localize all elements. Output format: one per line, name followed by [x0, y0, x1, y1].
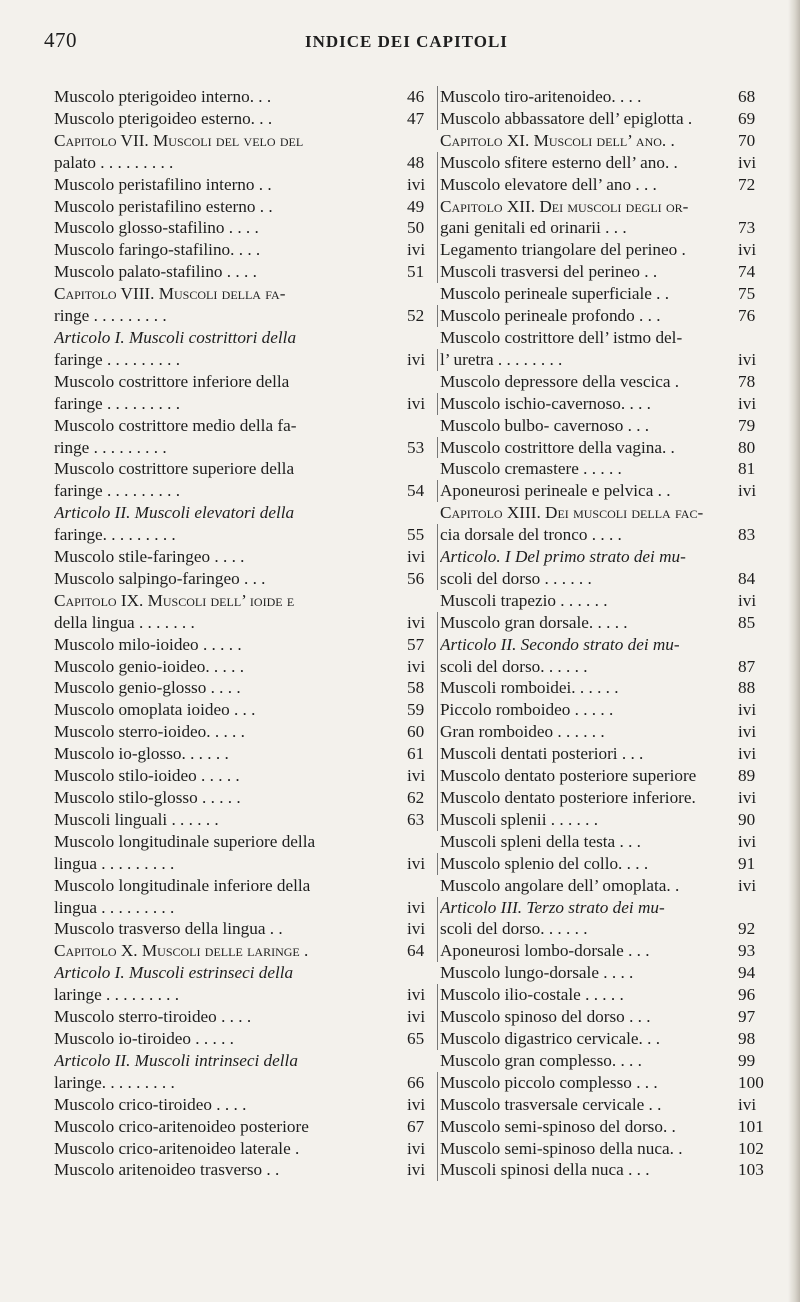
entry-page: ivi	[404, 239, 438, 261]
entry-page: 58	[404, 677, 438, 699]
entry-title: della lingua . . . . . . .	[54, 612, 195, 632]
entry-page: 49	[404, 196, 438, 218]
entry-title: Muscolo splenio del collo. . . .	[440, 853, 649, 873]
entry-title: Muscolo peristafilino interno . .	[54, 174, 272, 194]
entry-title: Muscolo angolare dell’ omoplata. .	[440, 875, 680, 895]
entry-page: ivi	[404, 1138, 438, 1160]
entry-page: ivi	[738, 240, 757, 260]
index-entry	[440, 546, 772, 568]
entry-title: Capitolo X. Muscoli delle laringe .	[54, 941, 309, 961]
entry-page: 47	[404, 108, 438, 130]
index-entry	[54, 349, 438, 371]
entry-page: ivi	[404, 174, 438, 196]
entry-page: 94	[738, 963, 756, 983]
entry-page: ivi	[404, 349, 438, 371]
entry-page: 53	[404, 437, 438, 459]
index-entry	[54, 940, 438, 962]
index-entry	[440, 327, 772, 349]
index-entry	[54, 1028, 438, 1050]
entry-title: Muscolo cremastere . . . . .	[440, 459, 622, 479]
entry-title: Muscoli trasversi del perineo . .	[440, 262, 658, 282]
index-entry	[440, 108, 772, 130]
index-entry	[440, 437, 772, 459]
index-entry	[440, 480, 772, 502]
entry-title: Muscoli spleni della testa . . .	[440, 831, 641, 851]
entry-page: 87	[738, 656, 756, 676]
index-entry	[440, 1050, 772, 1072]
entry-page: 50	[404, 217, 438, 239]
entry-title: Muscolo bulbo- cavernoso . . .	[440, 415, 650, 435]
index-column-left	[54, 86, 438, 1181]
index-entry	[440, 765, 772, 787]
entry-title: Muscolo salpingo-faringeo . . .	[54, 568, 266, 588]
entry-title: Capitolo XII. Dei muscoli degli or-	[440, 196, 689, 216]
entry-title: cia dorsale del tronco . . . .	[440, 525, 622, 545]
entry-title: scoli del dorso . . . . . .	[440, 568, 592, 588]
index-entry	[54, 108, 438, 130]
index-entry	[54, 962, 438, 984]
index-entry	[54, 393, 438, 415]
index-entry	[54, 1072, 438, 1094]
entry-page: 59	[404, 699, 438, 721]
index-entry	[54, 612, 438, 634]
entry-title: Muscolo ischio-cavernoso. . . .	[440, 393, 651, 413]
entry-title: Capitolo XI. Muscoli dell’ ano. .	[440, 130, 675, 150]
entry-title: Muscolo elevatore dell’ ano . . .	[440, 174, 657, 194]
index-entry	[54, 1050, 438, 1072]
entry-page: 64	[404, 940, 438, 962]
entry-title: faringe . . . . . . . . .	[54, 393, 181, 413]
entry-title: Piccolo romboideo . . . . .	[440, 700, 614, 720]
index-entry	[54, 721, 438, 743]
entry-title: Muscolo costrittore superiore della	[54, 459, 295, 479]
entry-page: ivi	[404, 897, 438, 919]
entry-page: 81	[738, 459, 756, 479]
entry-page: ivi	[404, 765, 438, 787]
entry-page: 98	[738, 1028, 756, 1048]
entry-title: Muscolo pterigoideo esterno. . .	[54, 108, 273, 128]
entry-title: Articolo II. Muscoli intrinseci della	[54, 1050, 298, 1070]
entry-page: ivi	[738, 393, 757, 413]
index-entry	[440, 853, 772, 875]
entry-title: Muscolo trasverso della lingua . .	[54, 919, 283, 939]
index-entry	[54, 853, 438, 875]
entry-title: Articolo II. Secondo strato dei mu-	[440, 634, 680, 654]
index-entry	[54, 743, 438, 765]
entry-title: Muscolo tiro-aritenoideo. . . .	[440, 87, 642, 106]
index-entry	[440, 699, 772, 721]
entry-page: ivi	[738, 700, 757, 720]
entry-title: Muscoli splenii . . . . . .	[440, 809, 599, 829]
entry-page: 90	[738, 809, 756, 829]
entry-page: ivi	[738, 875, 757, 895]
entry-title: Muscolo pterigoideo interno. . .	[54, 87, 272, 106]
entry-page: ivi	[404, 1094, 438, 1116]
entry-title: l’ uretra . . . . . . . .	[440, 349, 563, 369]
index-entry	[54, 699, 438, 721]
entry-title: Muscolo stilo-glosso . . . . .	[54, 788, 241, 807]
entry-title: Muscolo costrittore dell’ istmo del-	[440, 327, 683, 347]
entry-page: 51	[404, 261, 438, 283]
entry-page: ivi	[738, 349, 757, 369]
entry-page: 99	[738, 1050, 756, 1070]
index-entry	[54, 458, 438, 480]
entry-page: 68	[738, 87, 756, 106]
entry-title: scoli del dorso. . . . . .	[440, 656, 588, 676]
index-entry	[54, 918, 438, 940]
entry-page: ivi	[738, 788, 757, 807]
entry-page: 85	[738, 612, 756, 632]
entry-page: 93	[738, 941, 756, 961]
page-edge-shadow	[788, 0, 800, 1302]
entry-page: 67	[404, 1116, 438, 1138]
entry-title: Capitolo VIII. Muscoli della fa-	[54, 284, 286, 304]
index-entry	[54, 283, 438, 305]
entry-title: Articolo III. Terzo strato dei mu-	[440, 897, 665, 917]
entry-page: 74	[738, 262, 756, 282]
entry-page: 103	[738, 1160, 764, 1180]
index-entry	[440, 656, 772, 678]
entry-page: 92	[738, 919, 756, 939]
index-entry	[54, 261, 438, 283]
index-entry	[54, 130, 438, 152]
index-entry	[54, 371, 438, 393]
index-entry	[440, 940, 772, 962]
index-entry	[440, 809, 772, 831]
index-entry	[440, 897, 772, 919]
entry-title: Muscolo costrittore della vagina. .	[440, 437, 675, 457]
entry-title: Legamento triangolare del perineo .	[440, 240, 686, 260]
index-entry	[54, 305, 438, 327]
entry-page: 83	[738, 525, 756, 545]
index-entry	[440, 1138, 772, 1160]
index-entry	[440, 1116, 772, 1138]
index-entry	[54, 327, 438, 349]
entry-title: Muscolo aritenoideo trasverso . .	[54, 1160, 280, 1180]
entry-page: 76	[738, 306, 756, 326]
index-entry	[440, 721, 772, 743]
index-entry	[440, 130, 772, 152]
index-entry	[54, 809, 438, 831]
entry-title: lingua . . . . . . . . .	[54, 853, 175, 873]
index-entry	[54, 677, 438, 699]
index-entry	[440, 524, 772, 546]
entry-title: Muscolo milo-ioideo . . . . .	[54, 634, 242, 654]
index-entry	[54, 502, 438, 524]
entry-title: Muscolo trasversale cervicale . .	[440, 1094, 662, 1114]
entry-title: Capitolo XIII. Dei muscoli della fac-	[440, 503, 704, 523]
index-entry	[440, 239, 772, 261]
index-entry	[440, 875, 772, 897]
index-entry	[54, 174, 438, 196]
index-entry	[54, 787, 438, 809]
entry-page: ivi	[738, 1094, 757, 1114]
entry-title: scoli del dorso. . . . . .	[440, 919, 588, 939]
entry-title: Articolo I. Muscoli costrittori della	[54, 327, 297, 347]
entry-title: Articolo. I Del primo strato dei mu-	[440, 547, 686, 567]
index-entry	[54, 765, 438, 787]
index-entry	[54, 1094, 438, 1116]
index-entry	[54, 590, 438, 612]
entry-title: Muscoli romboidei. . . . . .	[440, 678, 619, 698]
entry-page: 66	[404, 1072, 438, 1094]
entry-page: ivi	[404, 1006, 438, 1028]
index-entry	[440, 458, 772, 480]
entry-title: Muscolo costrittore medio della fa-	[54, 415, 297, 435]
index-entry	[54, 1116, 438, 1138]
index-entry	[440, 918, 772, 940]
index-entry	[54, 656, 438, 678]
index-column-right	[440, 86, 772, 1181]
entry-title: Muscolo sterro-ioideo. . . . .	[54, 722, 245, 742]
index-entry	[54, 1006, 438, 1028]
entry-title: Muscolo sfitere esterno dell’ ano. .	[440, 152, 678, 172]
index-entry	[440, 1072, 772, 1094]
entry-page: 78	[738, 371, 756, 391]
index-entry	[440, 86, 772, 108]
entry-title: Muscolo longitudinale superiore della	[54, 831, 316, 851]
index-entry	[54, 897, 438, 919]
entry-page: 97	[738, 1007, 756, 1027]
entry-page: 48	[404, 152, 438, 174]
index-entry	[54, 875, 438, 897]
index-entry	[440, 371, 772, 393]
entry-title: Capitolo VII. Muscoli del velo del	[54, 130, 304, 150]
entry-page: ivi	[404, 393, 438, 415]
entry-page: 70	[738, 130, 756, 150]
entry-page: 60	[404, 721, 438, 743]
entry-title: Muscolo palato-stafilino . . . .	[54, 262, 257, 282]
index-entry	[440, 962, 772, 984]
entry-title: faringe . . . . . . . . .	[54, 349, 181, 369]
entry-title: ringe . . . . . . . . .	[54, 306, 167, 326]
index-entry	[440, 831, 772, 853]
entry-page: 61	[404, 743, 438, 765]
entry-title: Muscolo crico-aritenoideo posteriore	[54, 1116, 309, 1136]
entry-page: ivi	[738, 481, 757, 501]
entry-title: Capitolo IX. Muscoli dell’ ioide e	[54, 590, 295, 610]
entry-page: ivi	[404, 1159, 438, 1181]
entry-page: 80	[738, 437, 756, 457]
index-entry	[440, 261, 772, 283]
entry-page: 102	[738, 1138, 764, 1158]
entry-title: gani genitali ed orinarii . . .	[440, 218, 627, 238]
entry-title: Muscolo gran complesso. . . .	[440, 1050, 642, 1070]
entry-page: 89	[738, 766, 756, 786]
entry-title: Muscolo stile-faringeo . . . .	[54, 547, 245, 567]
index-entry	[54, 437, 438, 459]
entry-title: Muscolo piccolo complesso . . .	[440, 1072, 658, 1092]
index-entry	[54, 217, 438, 239]
entry-title: Muscolo genio-glosso . . . .	[54, 678, 241, 698]
entry-title: Muscolo perineale profondo . . .	[440, 306, 661, 326]
index-entry	[54, 1138, 438, 1160]
entry-title: Muscoli trapezio . . . . . .	[440, 590, 608, 610]
entry-page: 91	[738, 853, 756, 873]
entry-page: ivi	[404, 984, 438, 1006]
entry-title: Muscolo lungo-dorsale . . . .	[440, 963, 634, 983]
entry-title: Muscolo gran dorsale. . . . .	[440, 612, 628, 632]
entry-page: ivi	[738, 744, 757, 764]
entry-page: 62	[404, 787, 438, 809]
index-entry	[54, 239, 438, 261]
entry-title: Muscolo dentato posteriore inferiore.	[440, 788, 696, 807]
entry-page: ivi	[404, 853, 438, 875]
entry-title: Muscoli linguali . . . . . .	[54, 809, 219, 829]
index-entry	[440, 152, 772, 174]
entry-page: ivi	[404, 546, 438, 568]
entry-title: Muscolo stilo-ioideo . . . . .	[54, 766, 240, 786]
entry-title: Aponeurosi perineale e pelvica . .	[440, 481, 671, 501]
entry-page: 57	[404, 634, 438, 656]
entry-page: 54	[404, 480, 438, 502]
index-entry	[440, 393, 772, 415]
entry-page: 65	[404, 1028, 438, 1050]
entry-page: 100	[738, 1072, 764, 1092]
index-entry	[54, 831, 438, 853]
entry-title: Muscolo costrittore inferiore della	[54, 371, 290, 391]
entry-title: Muscolo depressore della vescica .	[440, 371, 680, 391]
entry-title: Muscoli spinosi della nuca . . .	[440, 1160, 650, 1180]
entry-title: laringe. . . . . . . . .	[54, 1072, 175, 1092]
entry-title: faringe. . . . . . . . .	[54, 525, 176, 545]
entry-title: Muscolo semi-spinoso del dorso. .	[440, 1116, 676, 1136]
index-entry	[440, 415, 772, 437]
entry-title: Muscolo abbassatore dell’ epiglotta .	[440, 108, 693, 128]
index-entry	[440, 612, 772, 634]
index-entry	[440, 1094, 772, 1116]
entry-title: Muscolo sterro-tiroideo . . . .	[54, 1007, 252, 1027]
entry-page: 101	[738, 1116, 764, 1136]
index-entry	[54, 152, 438, 174]
index-entry	[54, 480, 438, 502]
entry-title: Gran romboideo . . . . . .	[440, 722, 605, 742]
entry-page: 69	[738, 108, 756, 128]
entry-title: Muscolo longitudinale inferiore della	[54, 875, 311, 895]
index-entry	[54, 1159, 438, 1181]
running-head: INDICE DEI CAPITOLI	[305, 32, 508, 51]
index-entry	[440, 305, 772, 327]
index-entry	[440, 590, 772, 612]
index-entry	[440, 984, 772, 1006]
index-entry	[440, 1006, 772, 1028]
index-entry	[440, 502, 772, 524]
entry-title: Muscolo ilio-costale . . . . .	[440, 985, 624, 1005]
index-entry	[440, 196, 772, 218]
entry-page: 96	[738, 985, 756, 1005]
entry-page: 75	[738, 284, 756, 304]
entry-title: faringe . . . . . . . . .	[54, 481, 181, 501]
index-entry	[440, 787, 772, 809]
entry-page: 88	[738, 678, 756, 698]
entry-title: Muscolo io-tiroideo . . . . .	[54, 1028, 234, 1048]
entry-title: Muscolo semi-spinoso della nuca. .	[440, 1138, 683, 1158]
index-entry	[440, 634, 772, 656]
entry-page: ivi	[738, 831, 757, 851]
entry-title: Muscolo crico-aritenoideo laterale .	[54, 1138, 300, 1158]
entry-page: 84	[738, 568, 756, 588]
entry-page: 73	[738, 218, 756, 238]
index-entry	[54, 634, 438, 656]
index-entry	[54, 196, 438, 218]
entry-title: Muscolo digastrico cervicale. . .	[440, 1028, 661, 1048]
entry-title: Articolo I. Muscoli estrinseci della	[54, 963, 294, 983]
entry-title: lingua . . . . . . . . .	[54, 897, 175, 917]
entry-title: Muscolo spinoso del dorso . . .	[440, 1007, 651, 1027]
entry-title: Aponeurosi lombo-dorsale . . .	[440, 941, 650, 961]
entry-title: Muscolo crico-tiroideo . . . .	[54, 1094, 247, 1114]
entry-page: ivi	[404, 612, 438, 634]
entry-title: ringe . . . . . . . . .	[54, 437, 167, 457]
entry-page: 79	[738, 415, 756, 435]
index-entry	[440, 568, 772, 590]
entry-title: Muscolo genio-ioideo. . . . .	[54, 656, 244, 676]
entry-page: 52	[404, 305, 438, 327]
entry-title: Articolo II. Muscoli elevatori della	[54, 503, 295, 523]
index-entry	[440, 283, 772, 305]
entry-title: Muscolo glosso-stafilino . . . .	[54, 218, 259, 238]
entry-title: Muscolo io-glosso. . . . . .	[54, 744, 229, 764]
entry-page: 63	[404, 809, 438, 831]
entry-page: 55	[404, 524, 438, 546]
entry-page: ivi	[404, 918, 438, 940]
entry-title: Muscolo faringo-stafilino. . . .	[54, 240, 261, 260]
index-entry	[54, 984, 438, 1006]
entry-page: ivi	[738, 722, 757, 742]
entry-page: ivi	[738, 152, 757, 172]
entry-title: Muscolo omoplata ioideo . . .	[54, 700, 256, 720]
index-entry	[54, 415, 438, 437]
entry-title: palato . . . . . . . . .	[54, 152, 174, 172]
index-entry	[54, 568, 438, 590]
index-entry	[440, 217, 772, 239]
index-entry	[440, 349, 772, 371]
index-entry	[440, 743, 772, 765]
index-entry	[440, 677, 772, 699]
entry-page: ivi	[404, 656, 438, 678]
entry-title: laringe . . . . . . . . .	[54, 985, 180, 1005]
entry-title: Muscolo peristafilino esterno . .	[54, 196, 273, 216]
index-entry	[440, 174, 772, 196]
entry-page: 72	[738, 174, 756, 194]
entry-page: ivi	[738, 590, 757, 610]
index-entry	[54, 524, 438, 546]
page-number: 470	[44, 28, 77, 52]
entry-title: Muscoli dentati posteriori . . .	[440, 744, 644, 764]
index-entry	[440, 1028, 772, 1050]
entry-page: 46	[404, 86, 438, 108]
entry-title: Muscolo perineale superficiale . .	[440, 284, 670, 304]
entry-title: Muscolo dentato posteriore superiore	[440, 766, 697, 786]
index-entry	[54, 546, 438, 568]
index-entry	[54, 86, 438, 108]
entry-page: 56	[404, 568, 438, 590]
index-entry	[440, 1159, 772, 1181]
